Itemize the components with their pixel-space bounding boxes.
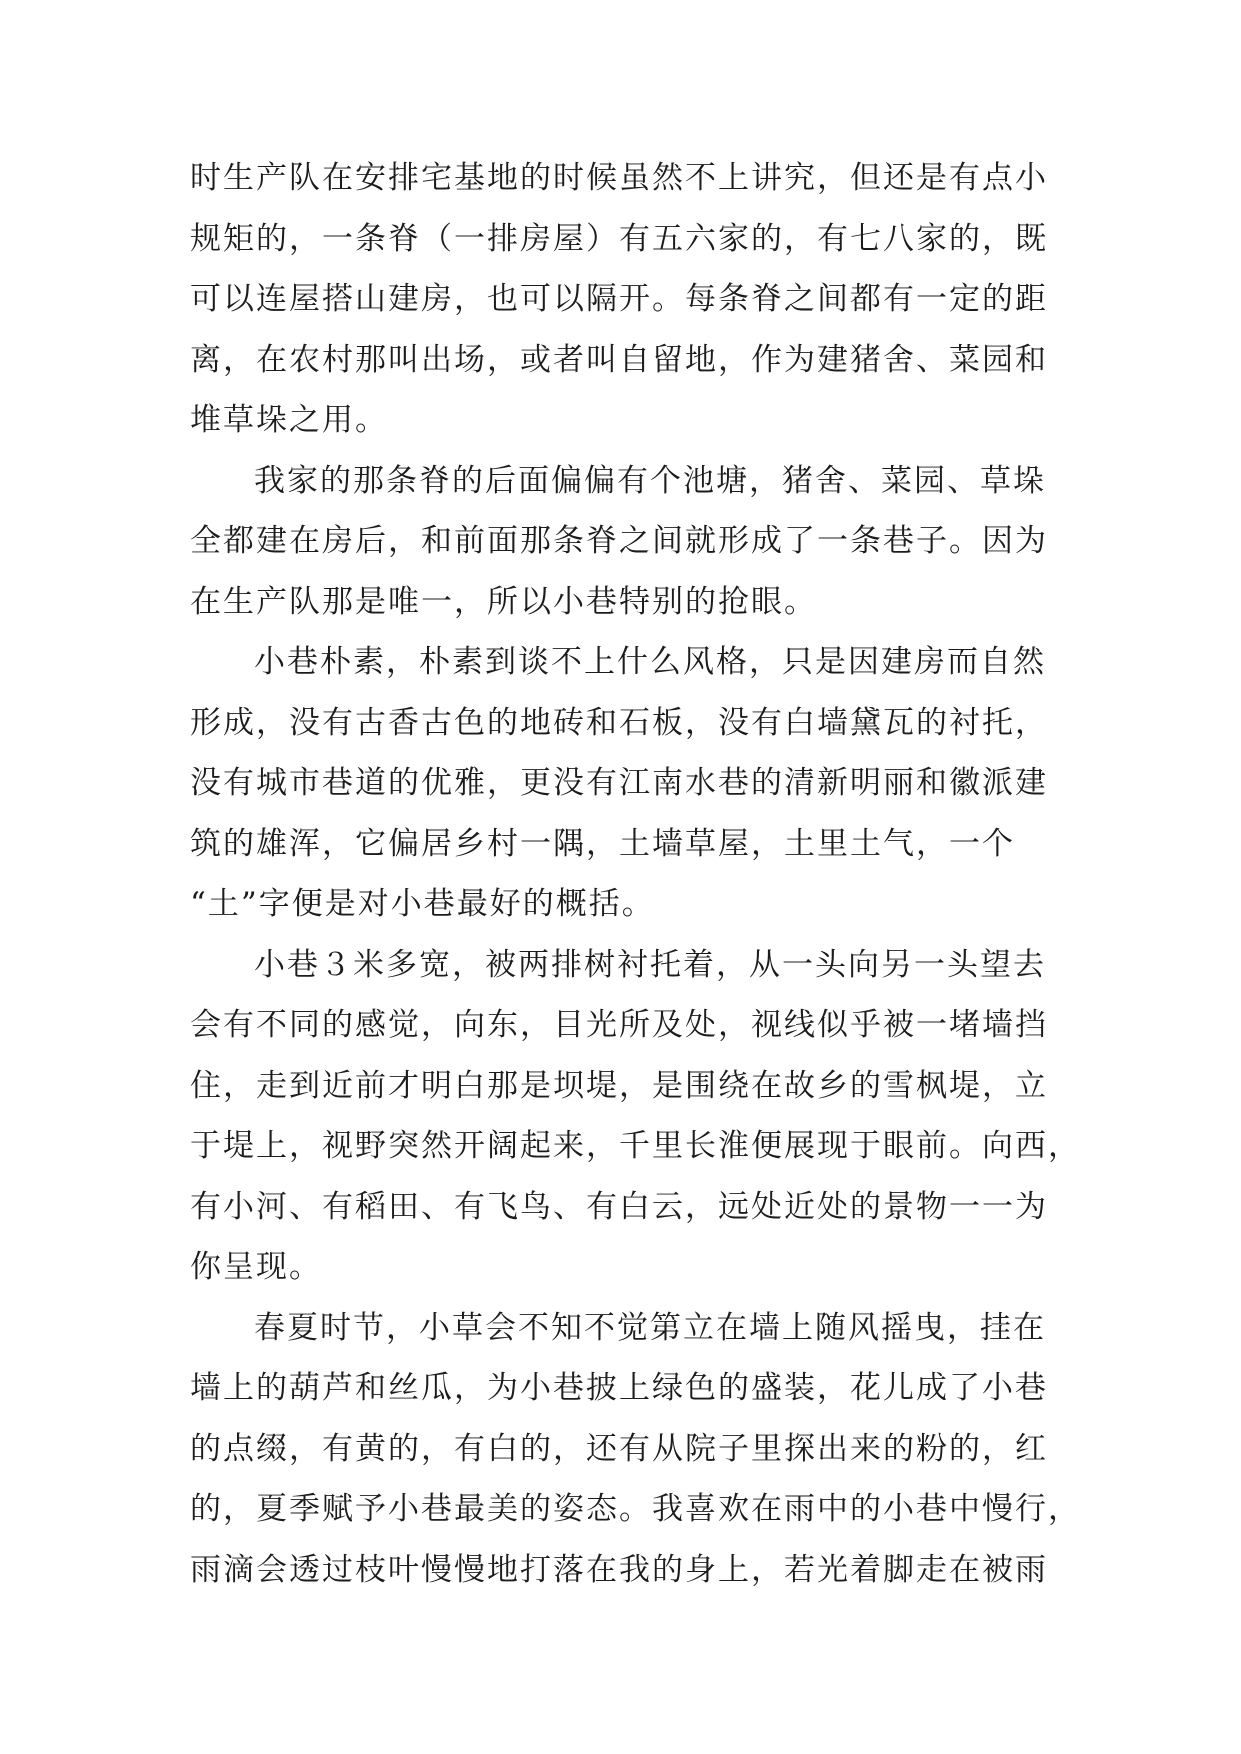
text-line: 时生产队在安排宅基地的时候虽然不上讲究，但还是有点小 (190, 160, 1048, 196)
text-line: 我家的那条脊的后面偏偏有个池塘，猪舍、菜园、草垛 (254, 462, 1046, 499)
text-line: 筑的雄浑，它偏居乡村一隅，土墙草屋，土里土气，一个 (190, 825, 1015, 862)
text-line: 小巷３米多宽，被两排树衬托着，从一头向另一头望去 (254, 946, 1046, 983)
text-line: 全都建在房后，和前面那条脊之间就形成了一条巷子。因为 (190, 523, 1048, 559)
text-line: 春夏时节，小草会不知不觉第立在墙上随风摇曳，挂在 (254, 1309, 1046, 1346)
text-line: 没有城市巷道的优雅，更没有江南水巷的清新明丽和徽派建 (190, 765, 1048, 801)
text-line: 于堤上，视野突然开阔起来，千里长淮便展现于眼前。向西， (190, 1128, 1081, 1164)
text-line: 住，走到近前才明白那是坝堤，是围绕在故乡的雪枫堤，立 (190, 1067, 1048, 1104)
text-line: 的点缀，有黄的，有白的，还有从院子里探出来的粉的，红 (190, 1430, 1048, 1467)
text-line: 在生产队那是唯一，所以小巷特别的抢眼。 (190, 583, 817, 620)
text-line: 堆草垛之用。 (190, 402, 388, 438)
text-line: 小巷朴素，朴素到谈不上什么风格，只是因建房而自然 (254, 644, 1046, 680)
text-line: 你呈现。 (190, 1249, 322, 1285)
body-text (190, 148, 1081, 1600)
text-line: 会有不同的感觉，向东，目光所及处，视线似乎被一堵墙挡 (190, 1007, 1048, 1043)
text-line: “土”字便是对小巷最好的概括。 (190, 886, 655, 922)
text-line: 有小河、有稻田、有飞鸟、有白云，远处近处的景物一一为 (190, 1188, 1048, 1225)
text-line: 的，夏季赋予小巷最美的姿态。我喜欢在雨中的小巷中慢行， (190, 1491, 1081, 1527)
text-line: 形成，没有古香古色的地砖和石板，没有白墙黛瓦的衬托， (190, 704, 1048, 741)
text-line: 雨滴会透过枝叶慢慢地打落在我的身上，若光着脚走在被雨 (190, 1551, 1048, 1588)
text-line: 规矩的，一条脊（一排房屋）有五六家的，有七八家的，既 (190, 220, 1048, 257)
text-line: 离，在农村那叫出场，或者叫自留地，作为建猪舍、菜园和 (190, 341, 1048, 378)
text-line: 可以连屋搭山建房，也可以隔开。每条脊之间都有一定的距 (190, 281, 1048, 317)
text-line: 墙上的葫芦和丝瓜，为小巷披上绿色的盛装，花儿成了小巷 (190, 1370, 1048, 1406)
